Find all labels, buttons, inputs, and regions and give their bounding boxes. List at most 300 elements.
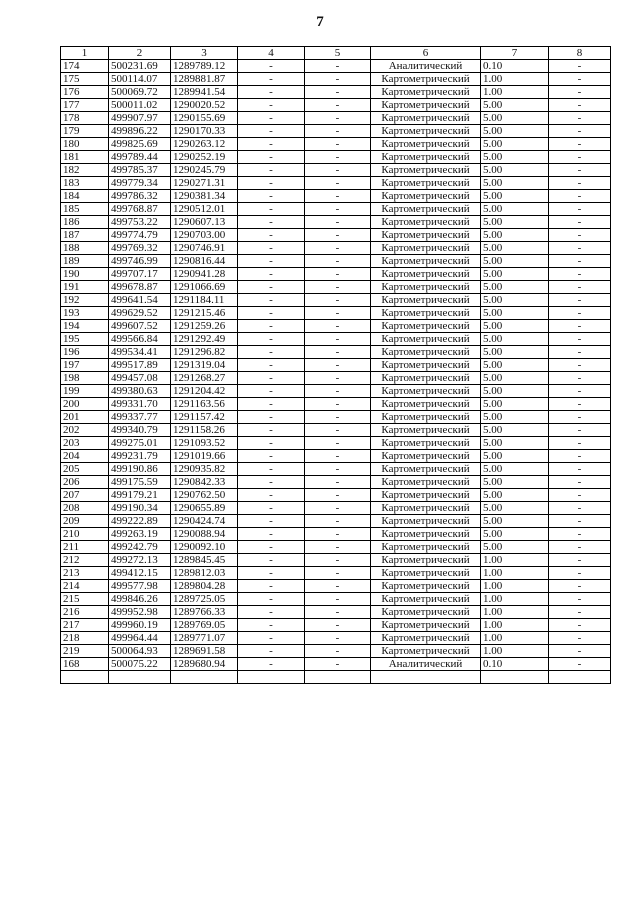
method-cell: Картометрический [371,411,481,424]
accuracy-cell: 5.00 [481,177,549,190]
col-5-cell: - [305,593,371,606]
col-4-cell: - [238,86,305,99]
col-8-cell: - [549,385,611,398]
method-cell: Картометрический [371,86,481,99]
col-4-cell: - [238,333,305,346]
x-coordinate-cell: 499263.19 [109,528,171,541]
point-number-cell: 174 [61,60,109,73]
col-8-cell: - [549,190,611,203]
col-4-cell: - [238,385,305,398]
table-row [61,437,611,450]
col-4-cell: - [238,99,305,112]
col-4-cell: - [238,632,305,645]
col-4-cell: - [238,320,305,333]
method-cell: Картометрический [371,567,481,580]
point-number-cell: 188 [61,242,109,255]
method-cell: Картометрический [371,320,481,333]
col-5-cell: - [305,554,371,567]
table-row [61,229,611,242]
x-coordinate-cell: 500064.93 [109,645,171,658]
x-coordinate-cell: 499952.98 [109,606,171,619]
col-8-cell: - [549,294,611,307]
x-coordinate-cell: 499785.37 [109,164,171,177]
col-8-cell: - [549,320,611,333]
accuracy-cell: 5.00 [481,203,549,216]
point-number-cell: 198 [61,372,109,385]
col-5-cell: - [305,502,371,515]
method-cell: Картометрический [371,294,481,307]
table-row [61,294,611,307]
table-row [61,242,611,255]
col-4-cell: - [238,528,305,541]
column-header-2: 2 [109,47,171,60]
table-row [61,580,611,593]
y-coordinate-cell: 1289789.12 [171,60,238,73]
table-row [61,398,611,411]
col-5-cell: - [305,450,371,463]
table-row [61,554,611,567]
col-5-cell: - [305,203,371,216]
accuracy-cell: 5.00 [481,320,549,333]
col-8-cell: - [549,580,611,593]
accuracy-cell: 5.00 [481,437,549,450]
x-coordinate-cell: 500231.69 [109,60,171,73]
y-coordinate-cell: 1291319.04 [171,359,238,372]
col-4-cell: - [238,203,305,216]
col-8-cell: - [549,177,611,190]
col-4-cell: - [238,242,305,255]
col-5-cell: - [305,320,371,333]
empty-cell [61,671,109,684]
method-cell: Картометрический [371,606,481,619]
method-cell: Картометрический [371,216,481,229]
accuracy-cell: 5.00 [481,255,549,268]
col-5-cell: - [305,346,371,359]
col-8-cell: - [549,229,611,242]
x-coordinate-cell: 499457.08 [109,372,171,385]
col-8-cell: - [549,658,611,671]
col-8-cell: - [549,593,611,606]
col-4-cell: - [238,424,305,437]
y-coordinate-cell: 1289804.28 [171,580,238,593]
accuracy-cell: 5.00 [481,450,549,463]
col-5-cell: - [305,606,371,619]
point-number-cell: 205 [61,463,109,476]
col-4-cell: - [238,580,305,593]
x-coordinate-cell: 499825.69 [109,138,171,151]
empty-cell [305,671,371,684]
point-number-cell: 203 [61,437,109,450]
y-coordinate-cell: 1290245.79 [171,164,238,177]
accuracy-cell: 5.00 [481,346,549,359]
col-5-cell: - [305,580,371,593]
accuracy-cell: 5.00 [481,359,549,372]
point-number-cell: 190 [61,268,109,281]
col-4-cell: - [238,437,305,450]
method-cell: Картометрический [371,346,481,359]
y-coordinate-cell: 1289771.07 [171,632,238,645]
method-cell: Картометрический [371,242,481,255]
method-cell: Картометрический [371,255,481,268]
x-coordinate-cell: 499907.97 [109,112,171,125]
method-cell: Картометрический [371,99,481,112]
accuracy-cell: 5.00 [481,112,549,125]
point-number-cell: 213 [61,567,109,580]
point-number-cell: 194 [61,320,109,333]
y-coordinate-cell: 1290020.52 [171,99,238,112]
method-cell: Картометрический [371,424,481,437]
col-5-cell: - [305,528,371,541]
x-coordinate-cell: 499641.54 [109,294,171,307]
col-5-cell: - [305,632,371,645]
y-coordinate-cell: 1290424.74 [171,515,238,528]
x-coordinate-cell: 499242.79 [109,541,171,554]
col-4-cell: - [238,268,305,281]
col-4-cell: - [238,372,305,385]
accuracy-cell: 5.00 [481,216,549,229]
table-row [61,190,611,203]
table-row [61,86,611,99]
y-coordinate-cell: 1291184.11 [171,294,238,307]
col-8-cell: - [549,60,611,73]
method-cell: Картометрический [371,476,481,489]
point-number-cell: 189 [61,255,109,268]
point-number-cell: 191 [61,281,109,294]
method-cell: Картометрический [371,580,481,593]
col-4-cell: - [238,515,305,528]
col-8-cell: - [549,489,611,502]
empty-cell [109,671,171,684]
table-row [61,281,611,294]
accuracy-cell: 5.00 [481,125,549,138]
col-8-cell: - [549,112,611,125]
col-5-cell: - [305,151,371,164]
col-5-cell: - [305,476,371,489]
y-coordinate-cell: 1291215.46 [171,307,238,320]
col-5-cell: - [305,216,371,229]
point-number-cell: 196 [61,346,109,359]
accuracy-cell: 5.00 [481,476,549,489]
col-5-cell: - [305,268,371,281]
y-coordinate-cell: 1290092.10 [171,541,238,554]
table-row [61,151,611,164]
x-coordinate-cell: 499753.22 [109,216,171,229]
y-coordinate-cell: 1289766.33 [171,606,238,619]
accuracy-cell: 5.00 [481,307,549,320]
accuracy-cell: 5.00 [481,528,549,541]
y-coordinate-cell: 1289680.94 [171,658,238,671]
point-number-cell: 177 [61,99,109,112]
point-number-cell: 208 [61,502,109,515]
col-5-cell: - [305,307,371,320]
column-header-6: 6 [371,47,481,60]
col-5-cell: - [305,359,371,372]
y-coordinate-cell: 1290842.33 [171,476,238,489]
table-row [61,463,611,476]
col-4-cell: - [238,73,305,86]
point-number-cell: 217 [61,619,109,632]
col-8-cell: - [549,281,611,294]
x-coordinate-cell: 499769.32 [109,242,171,255]
method-cell: Картометрический [371,437,481,450]
col-5-cell: - [305,658,371,671]
point-number-cell: 185 [61,203,109,216]
coordinates-table [60,46,611,684]
col-4-cell: - [238,138,305,151]
point-number-cell: 212 [61,554,109,567]
accuracy-cell: 5.00 [481,502,549,515]
col-8-cell: - [549,99,611,112]
col-5-cell: - [305,281,371,294]
accuracy-cell: 5.00 [481,489,549,502]
table-row [61,645,611,658]
column-header-5: 5 [305,47,371,60]
accuracy-cell: 5.00 [481,151,549,164]
col-5-cell: - [305,398,371,411]
col-4-cell: - [238,450,305,463]
col-4-cell: - [238,112,305,125]
col-4-cell: - [238,463,305,476]
method-cell: Картометрический [371,268,481,281]
x-coordinate-cell: 499337.77 [109,411,171,424]
table-row [61,476,611,489]
table-row [61,320,611,333]
table-row [61,255,611,268]
col-4-cell: - [238,398,305,411]
empty-cell [171,671,238,684]
col-5-cell: - [305,515,371,528]
point-number-cell: 215 [61,593,109,606]
point-number-cell: 214 [61,580,109,593]
y-coordinate-cell: 1289812.03 [171,567,238,580]
method-cell: Картометрический [371,190,481,203]
table-row [61,203,611,216]
point-number-cell: 218 [61,632,109,645]
col-4-cell: - [238,307,305,320]
y-coordinate-cell: 1291158.26 [171,424,238,437]
table-row [61,541,611,554]
x-coordinate-cell: 499896.22 [109,125,171,138]
col-8-cell: - [549,619,611,632]
method-cell: Картометрический [371,463,481,476]
col-8-cell: - [549,333,611,346]
x-coordinate-cell: 499774.79 [109,229,171,242]
method-cell: Картометрический [371,489,481,502]
y-coordinate-cell: 1290607.13 [171,216,238,229]
column-header-1: 1 [61,47,109,60]
col-5-cell: - [305,125,371,138]
y-coordinate-cell: 1291157.42 [171,411,238,424]
col-8-cell: - [549,411,611,424]
col-4-cell: - [238,359,305,372]
col-5-cell: - [305,86,371,99]
table-row [61,528,611,541]
y-coordinate-cell: 1290762.50 [171,489,238,502]
method-cell: Картометрический [371,229,481,242]
col-5-cell: - [305,424,371,437]
col-4-cell: - [238,151,305,164]
col-5-cell: - [305,190,371,203]
accuracy-cell: 5.00 [481,541,549,554]
y-coordinate-cell: 1290271.31 [171,177,238,190]
y-coordinate-cell: 1291259.26 [171,320,238,333]
col-5-cell: - [305,385,371,398]
col-5-cell: - [305,60,371,73]
point-number-cell: 184 [61,190,109,203]
accuracy-cell: 5.00 [481,229,549,242]
x-coordinate-cell: 499707.17 [109,268,171,281]
col-5-cell: - [305,372,371,385]
accuracy-cell: 1.00 [481,632,549,645]
col-4-cell: - [238,606,305,619]
method-cell: Картометрический [371,398,481,411]
y-coordinate-cell: 1290816.44 [171,255,238,268]
y-coordinate-cell: 1290252.19 [171,151,238,164]
method-cell: Картометрический [371,73,481,86]
point-number-cell: 183 [61,177,109,190]
method-cell: Картометрический [371,528,481,541]
x-coordinate-cell: 500011.02 [109,99,171,112]
accuracy-cell: 5.00 [481,463,549,476]
col-5-cell: - [305,645,371,658]
col-8-cell: - [549,268,611,281]
point-number-cell: 210 [61,528,109,541]
x-coordinate-cell: 499964.44 [109,632,171,645]
col-8-cell: - [549,242,611,255]
accuracy-cell: 5.00 [481,190,549,203]
col-5-cell: - [305,112,371,125]
point-number-cell: 178 [61,112,109,125]
col-8-cell: - [549,476,611,489]
method-cell: Картометрический [371,541,481,554]
col-5-cell: - [305,164,371,177]
table-row [61,515,611,528]
point-number-cell: 211 [61,541,109,554]
header-row [61,47,611,60]
point-number-cell: 193 [61,307,109,320]
y-coordinate-cell: 1290155.69 [171,112,238,125]
col-4-cell: - [238,216,305,229]
y-coordinate-cell: 1291292.49 [171,333,238,346]
x-coordinate-cell: 499960.19 [109,619,171,632]
method-cell: Аналитический [371,60,481,73]
col-4-cell: - [238,619,305,632]
col-5-cell: - [305,437,371,450]
col-8-cell: - [549,86,611,99]
col-8-cell: - [549,346,611,359]
table-row [61,450,611,463]
x-coordinate-cell: 499789.44 [109,151,171,164]
y-coordinate-cell: 1291163.56 [171,398,238,411]
x-coordinate-cell: 499222.89 [109,515,171,528]
accuracy-cell: 5.00 [481,138,549,151]
empty-cell [238,671,305,684]
method-cell: Картометрический [371,632,481,645]
point-number-cell: 209 [61,515,109,528]
table-row [61,411,611,424]
point-number-cell: 201 [61,411,109,424]
table-row [61,489,611,502]
point-number-cell: 186 [61,216,109,229]
y-coordinate-cell: 1290263.12 [171,138,238,151]
x-coordinate-cell: 499786.32 [109,190,171,203]
accuracy-cell: 5.00 [481,372,549,385]
accuracy-cell: 5.00 [481,515,549,528]
col-8-cell: - [549,645,611,658]
x-coordinate-cell: 499607.52 [109,320,171,333]
point-number-cell: 187 [61,229,109,242]
col-8-cell: - [549,216,611,229]
x-coordinate-cell: 499629.52 [109,307,171,320]
col-5-cell: - [305,541,371,554]
x-coordinate-cell: 499412.15 [109,567,171,580]
table-row [61,632,611,645]
col-8-cell: - [549,307,611,320]
col-8-cell: - [549,138,611,151]
col-4-cell: - [238,411,305,424]
column-header-8: 8 [549,47,611,60]
accuracy-cell: 0.10 [481,658,549,671]
point-number-cell: 181 [61,151,109,164]
empty-cell [549,671,611,684]
method-cell: Картометрический [371,385,481,398]
col-8-cell: - [549,502,611,515]
x-coordinate-cell: 499272.13 [109,554,171,567]
col-8-cell: - [549,554,611,567]
accuracy-cell: 1.00 [481,567,549,580]
col-4-cell: - [238,255,305,268]
table-header [61,47,611,60]
point-number-cell: 204 [61,450,109,463]
point-number-cell: 180 [61,138,109,151]
table-row [61,60,611,73]
y-coordinate-cell: 1291268.27 [171,372,238,385]
accuracy-cell: 5.00 [481,424,549,437]
x-coordinate-cell: 499179.21 [109,489,171,502]
method-cell: Картометрический [371,164,481,177]
method-cell: Картометрический [371,203,481,216]
x-coordinate-cell: 499175.59 [109,476,171,489]
accuracy-cell: 5.00 [481,268,549,281]
point-number-cell: 176 [61,86,109,99]
y-coordinate-cell: 1289725.05 [171,593,238,606]
col-4-cell: - [238,281,305,294]
y-coordinate-cell: 1289941.54 [171,86,238,99]
y-coordinate-cell: 1290703.00 [171,229,238,242]
accuracy-cell: 1.00 [481,606,549,619]
col-8-cell: - [549,255,611,268]
y-coordinate-cell: 1291296.82 [171,346,238,359]
y-coordinate-cell: 1290746.91 [171,242,238,255]
accuracy-cell: 1.00 [481,86,549,99]
table-row [61,333,611,346]
table-row [61,424,611,437]
accuracy-cell: 5.00 [481,398,549,411]
table-row [61,125,611,138]
y-coordinate-cell: 1290170.33 [171,125,238,138]
col-5-cell: - [305,463,371,476]
accuracy-cell: 1.00 [481,580,549,593]
col-4-cell: - [238,658,305,671]
y-coordinate-cell: 1289845.45 [171,554,238,567]
col-4-cell: - [238,645,305,658]
col-8-cell: - [549,73,611,86]
method-cell: Картометрический [371,502,481,515]
accuracy-cell: 1.00 [481,73,549,86]
col-8-cell: - [549,632,611,645]
accuracy-cell: 5.00 [481,385,549,398]
empty-row [61,671,611,684]
